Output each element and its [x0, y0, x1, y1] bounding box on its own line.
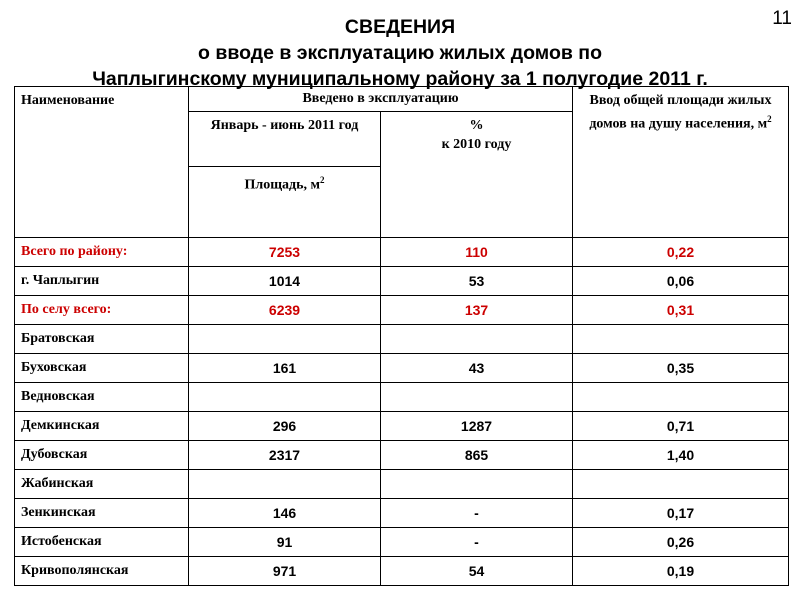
row-area-cell: 91 — [189, 528, 381, 557]
row-name-cell: г. Чаплыгин — [15, 267, 189, 296]
row-per-capita-cell — [573, 325, 789, 354]
row-area-cell: 2317 — [189, 441, 381, 470]
row-name-cell: Дубовская — [15, 441, 189, 470]
table-row — [15, 557, 789, 586]
table-row — [15, 325, 789, 354]
table-row — [15, 354, 789, 383]
row-name-cell: Буховская — [15, 354, 189, 383]
header-percent-line1: % — [469, 118, 484, 133]
row-percent-cell: 137 — [381, 296, 573, 325]
row-percent-cell: 53 — [381, 267, 573, 296]
row-per-capita-cell: 1,40 — [573, 441, 789, 470]
row-percent-cell: 54 — [381, 557, 573, 586]
row-per-capita-cell: 0,17 — [573, 499, 789, 528]
row-per-capita-cell: 0,06 — [573, 267, 789, 296]
table-row — [15, 296, 789, 325]
row-percent-cell: - — [381, 499, 573, 528]
row-percent-cell — [381, 470, 573, 499]
row-percent-cell — [381, 383, 573, 412]
table-row — [15, 238, 789, 267]
header-area — [189, 167, 381, 238]
row-area-cell: 7253 — [189, 238, 381, 267]
header-per-capita-sup: 2 — [767, 114, 772, 124]
table-row — [15, 441, 789, 470]
row-name-cell: Жабинская — [15, 470, 189, 499]
row-area-cell: 146 — [189, 499, 381, 528]
row-per-capita-cell: 0,22 — [573, 238, 789, 267]
row-per-capita-cell — [573, 470, 789, 499]
header-period — [189, 112, 381, 167]
row-area-cell: 1014 — [189, 267, 381, 296]
header-name-text: Наименование — [21, 93, 115, 108]
header-area-text: Площадь, м — [244, 177, 321, 193]
title-line-2: о вводе в эксплуатацию жилых домов по — [198, 42, 602, 64]
row-percent-cell — [381, 325, 573, 354]
header-area-sup: 2 — [320, 175, 325, 185]
row-name-cell: Ведновская — [15, 383, 189, 412]
slide-number: 11 — [772, 8, 792, 29]
row-per-capita-cell: 0,19 — [573, 557, 789, 586]
header-name — [15, 87, 189, 238]
row-percent-cell: 1287 — [381, 412, 573, 441]
table-row — [15, 499, 789, 528]
row-name-cell: По селу всего: — [15, 296, 189, 325]
header-period-text: Январь - июнь 2011 год — [210, 118, 359, 133]
commissioning-table — [14, 86, 789, 586]
row-per-capita-cell: 0,26 — [573, 528, 789, 557]
row-percent-cell: 43 — [381, 354, 573, 383]
row-name-cell: Всего по району: — [15, 238, 189, 267]
header-percent — [381, 112, 573, 238]
table-body — [15, 238, 789, 586]
row-name-cell: Кривополянская — [15, 557, 189, 586]
title-line-3: Чаплыгинскому муниципальному району за 1 полугодие 2011 г. — [92, 68, 708, 90]
table-row — [15, 470, 789, 499]
header-per-capita-text: Ввод общей площади жилых домов на душу населения, м — [589, 93, 772, 132]
row-name-cell: Зенкинская — [15, 499, 189, 528]
row-per-capita-cell: 0,31 — [573, 296, 789, 325]
header-percent-line2: к 2010 году — [441, 137, 512, 152]
row-per-capita-cell — [573, 383, 789, 412]
table-row — [15, 267, 789, 296]
header-commissioned — [189, 87, 573, 112]
header-per-capita — [573, 87, 789, 238]
page-title — [0, 14, 800, 92]
row-area-cell: 161 — [189, 354, 381, 383]
row-area-cell — [189, 325, 381, 354]
row-percent-cell: 865 — [381, 441, 573, 470]
row-per-capita-cell: 0,71 — [573, 412, 789, 441]
row-area-cell — [189, 470, 381, 499]
row-name-cell: Истобенская — [15, 528, 189, 557]
row-area-cell: 971 — [189, 557, 381, 586]
table-row — [15, 528, 789, 557]
table-row — [15, 383, 789, 412]
row-percent-cell: - — [381, 528, 573, 557]
row-area-cell — [189, 383, 381, 412]
row-area-cell: 6239 — [189, 296, 381, 325]
row-per-capita-cell: 0,35 — [573, 354, 789, 383]
row-name-cell: Демкинская — [15, 412, 189, 441]
table-row — [15, 412, 789, 441]
row-name-cell: Братовская — [15, 325, 189, 354]
header-commissioned-text: Введено в эксплуатацию — [302, 91, 459, 106]
row-percent-cell: 110 — [381, 238, 573, 267]
row-area-cell: 296 — [189, 412, 381, 441]
title-line-1: СВЕДЕНИЯ — [344, 16, 456, 38]
